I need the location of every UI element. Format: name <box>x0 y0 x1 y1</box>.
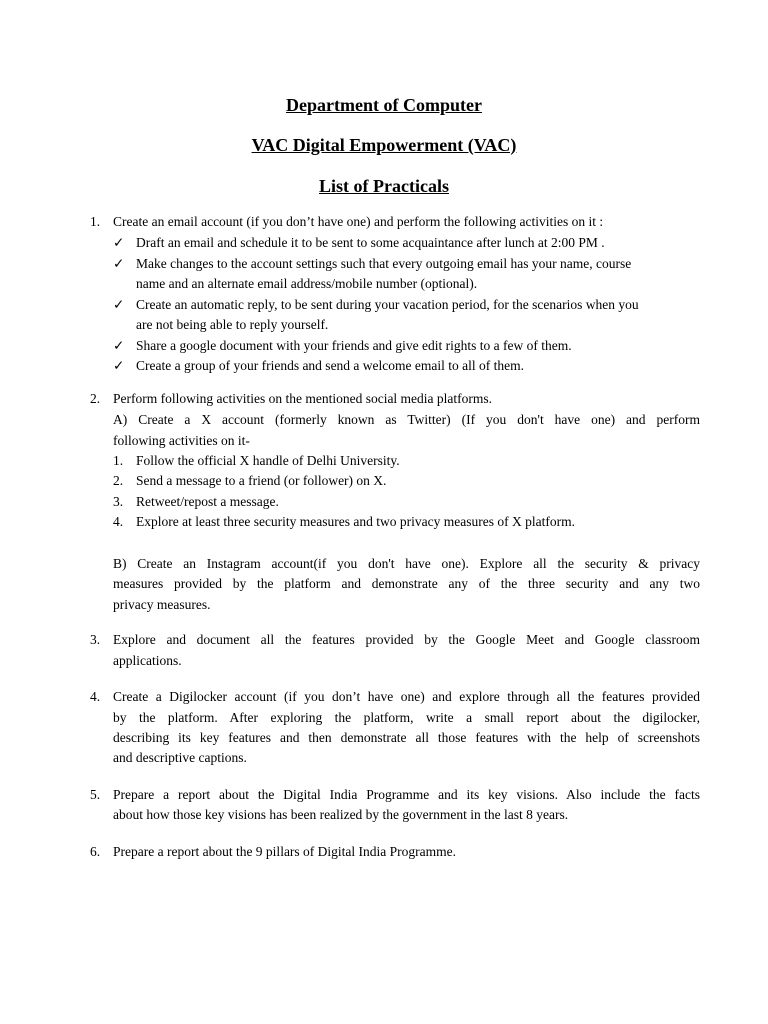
practical-4-text: Create a Digilocker account (if you don’t have one) and explore through all the features provided <box>113 689 700 704</box>
practical-number: 3. <box>90 632 101 647</box>
activity-item: Draft an email and schedule it to be sent to some acquaintance after lunch at 2:00 PM . <box>136 235 605 250</box>
checkmark-icon: ✓ <box>113 256 125 271</box>
practical-number: 5. <box>90 787 101 802</box>
sub-item: Send a message to a friend (or follower) on X. <box>136 473 387 488</box>
practical-4-text: by the platform. After exploring the platform, write a small report about the digilocker, <box>113 710 700 725</box>
part-a-text: A) Create a X account (formerly known as Twitter) (If you don't have one) and perform <box>113 412 700 427</box>
practical-2-intro: Perform following activities on the mentioned social media platforms. <box>113 391 493 406</box>
course-heading: VAC Digital Empowerment (VAC) <box>251 135 517 155</box>
part-b-text-end: privacy measures. <box>113 597 211 612</box>
practical-4-text-end: and descriptive captions. <box>113 750 247 765</box>
practical-number: 6. <box>90 844 101 859</box>
sub-item: Follow the official X handle of Delhi University. <box>136 453 400 468</box>
practical-3-text: Explore and document all the features provided by the Google Meet and Google classroom <box>113 632 700 647</box>
checkmark-icon: ✓ <box>113 358 125 373</box>
sub-number: 3. <box>113 494 124 509</box>
activity-item: Create an automatic reply, to be sent during your vacation period, for the scenarios when you <box>136 297 639 312</box>
list-title: List of Practicals <box>319 176 449 196</box>
part-b-text-cont: measures provided by the platform and demonstrate any of the three security and any two <box>113 576 700 591</box>
practical-1-intro: Create an email account (if you don’t have one) and perform the following activities on it : <box>113 214 604 229</box>
department-heading: Department of Computer <box>286 95 482 115</box>
activity-item: Create a group of your friends and send a welcome email to all of them. <box>136 358 524 373</box>
sub-number: 1. <box>113 453 124 468</box>
sub-item: Retweet/repost a message. <box>136 494 279 509</box>
practical-3-text-end: applications. <box>113 653 182 668</box>
activity-item-cont: name and an alternate email address/mobile number (optional). <box>136 276 478 291</box>
practical-5-text: Prepare a report about the Digital India Programme and its key visions. Also include the facts <box>113 787 700 802</box>
activity-item-cont: are not being able to reply yourself. <box>136 317 329 332</box>
activity-item: Make changes to the account settings such that every outgoing email has your name, course <box>136 256 632 271</box>
practical-4-text: describing its key features and then demonstrate all those features with the help of screenshots <box>113 730 700 745</box>
checkmark-icon: ✓ <box>113 297 125 312</box>
checkmark-icon: ✓ <box>113 338 125 353</box>
practical-6-text: Prepare a report about the 9 pillars of Digital India Programme. <box>113 844 457 859</box>
part-a-text-cont: following activities on it- <box>113 433 250 448</box>
practical-number: 4. <box>90 689 101 704</box>
practical-number: 1. <box>90 214 101 229</box>
sub-number: 4. <box>113 514 124 529</box>
checkmark-icon: ✓ <box>113 235 125 250</box>
sub-item: Explore at least three security measures and two privacy measures of X platform. <box>136 514 575 529</box>
part-b-text: B) Create an Instagram account(if you don't have one). Explore all the security & privacy <box>113 556 700 571</box>
practical-number: 2. <box>90 391 101 406</box>
practical-5-text-end: about how those key visions has been realized by the government in the last 8 years. <box>113 807 569 822</box>
sub-number: 2. <box>113 473 124 488</box>
activity-item: Share a google document with your friends and give edit rights to a few of them. <box>136 338 572 353</box>
